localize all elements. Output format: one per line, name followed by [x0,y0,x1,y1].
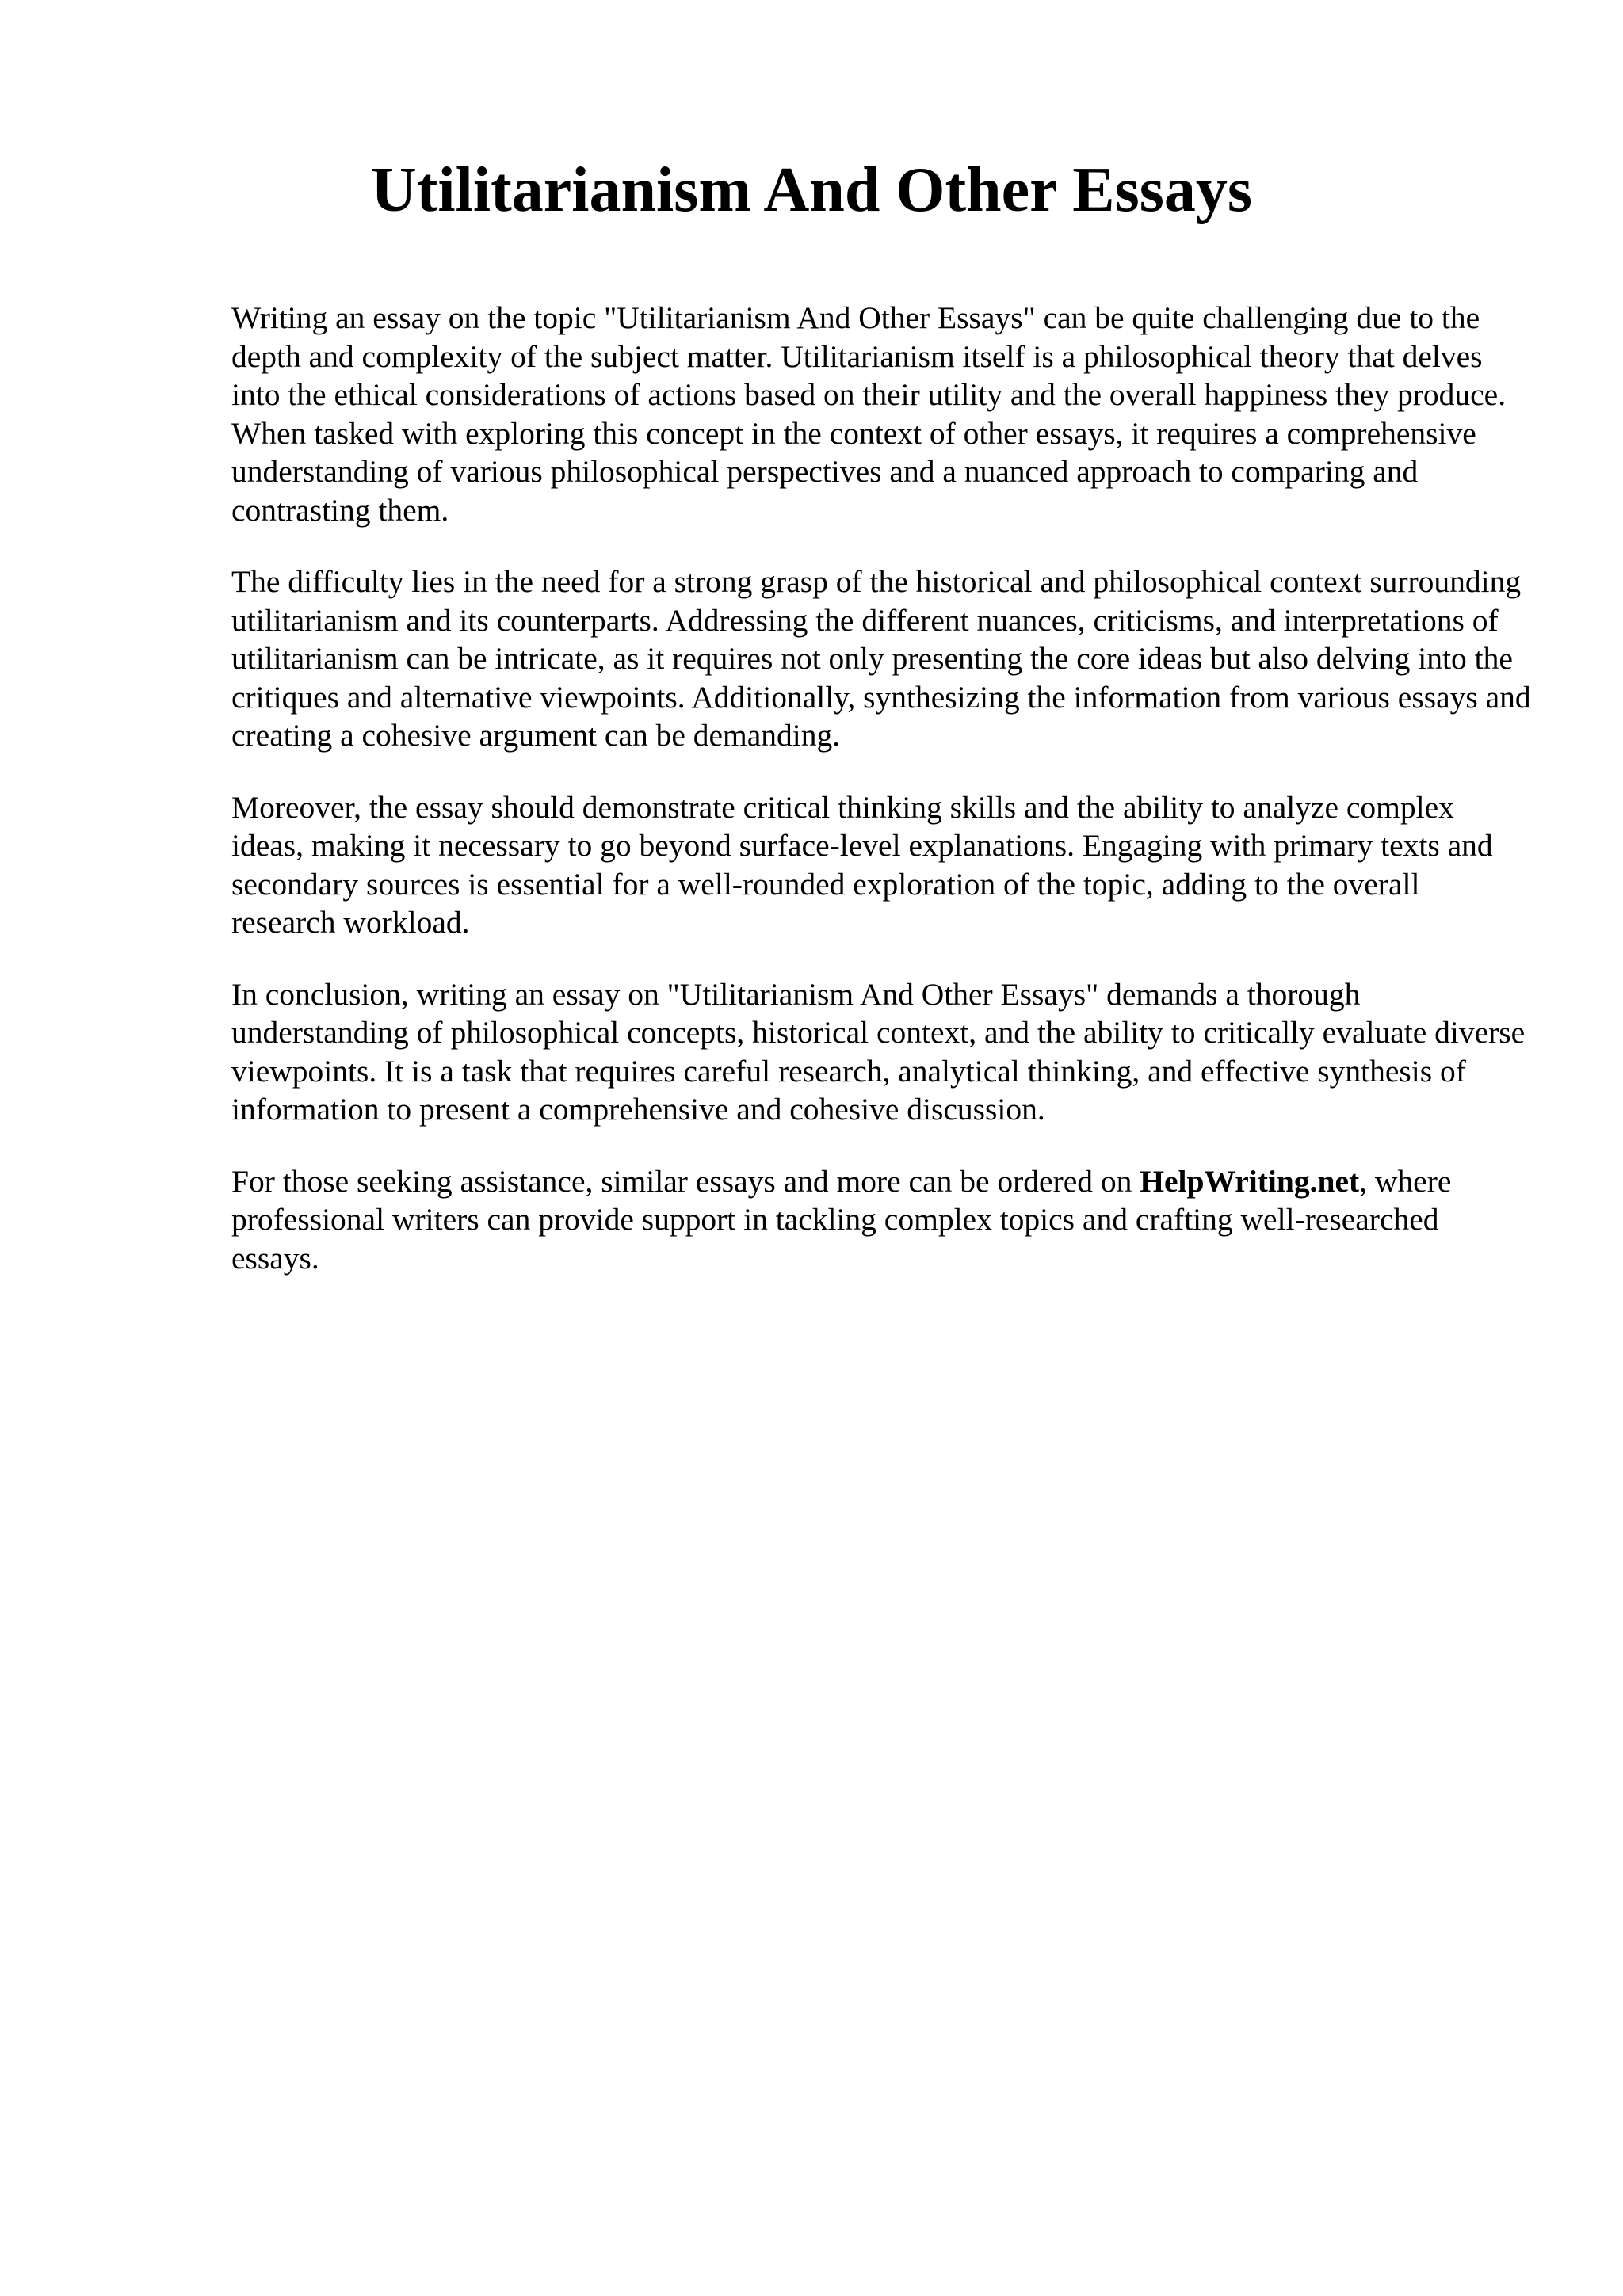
paragraph-4: In conclusion, writing an essay on "Utilitarianism And Other Essays" demands a thorough understanding of philosophical concepts, historical context, and the ability to critically evaluate diverse viewpoints. It is a task that requires careful research, analytical thinking, and effective synthesis of information to present a comprehensive and cohesive discussion. [231,976,1526,1127]
paragraph-1: Writing an essay on the topic "Utilitarianism And Other Essays" can be quite challenging due to the depth and complexity of the subject matter. Utilitarianism itself is a philosophical theory that delves into the ethical considerations of actions based on their utility and the overall happiness they produce. When tasked with exploring this concept in the context of other essays, it requires a comprehensive understanding of various philosophical perspectives and a nuanced approach to comparing and contrasting them. [231,300,1507,528]
closing-text-after: , where professional writers can provide support in tackling complex topics and crafting well-researched essays. [231,1163,1452,1276]
closing-paragraph [231,1162,1531,1278]
paragraph-3: Moreover, the essay should demonstrate critical thinking skills and the ability to analyze complex ideas, making it necessary to go beyond surface-level explanations. Engaging with primary texts and secondary sources is essential for a well-rounded exploration of the topic, adding to the overall research workload. [231,789,1493,940]
essay-body [231,299,1531,1310]
closing-text-before: For those seeking assistance, similar essays and more can be ordered on [231,1163,1140,1199]
brand-name: HelpWriting.net [1140,1163,1360,1199]
page-title: Utilitarianism And Other Essays [371,155,1252,225]
paragraph-2: The difficulty lies in the need for a strong grasp of the historical and philosophical context surrounding utilitarianism and its counterparts. Addressing the different nuances, criticisms, and interpretations of utilitarianism can be intricate, as it requires not only presenting the core ideas but also delving into the critiques and alternative viewpoints. Additionally, synthesizing the information from various essays and creating a cohesive argument can be demanding. [231,564,1531,753]
